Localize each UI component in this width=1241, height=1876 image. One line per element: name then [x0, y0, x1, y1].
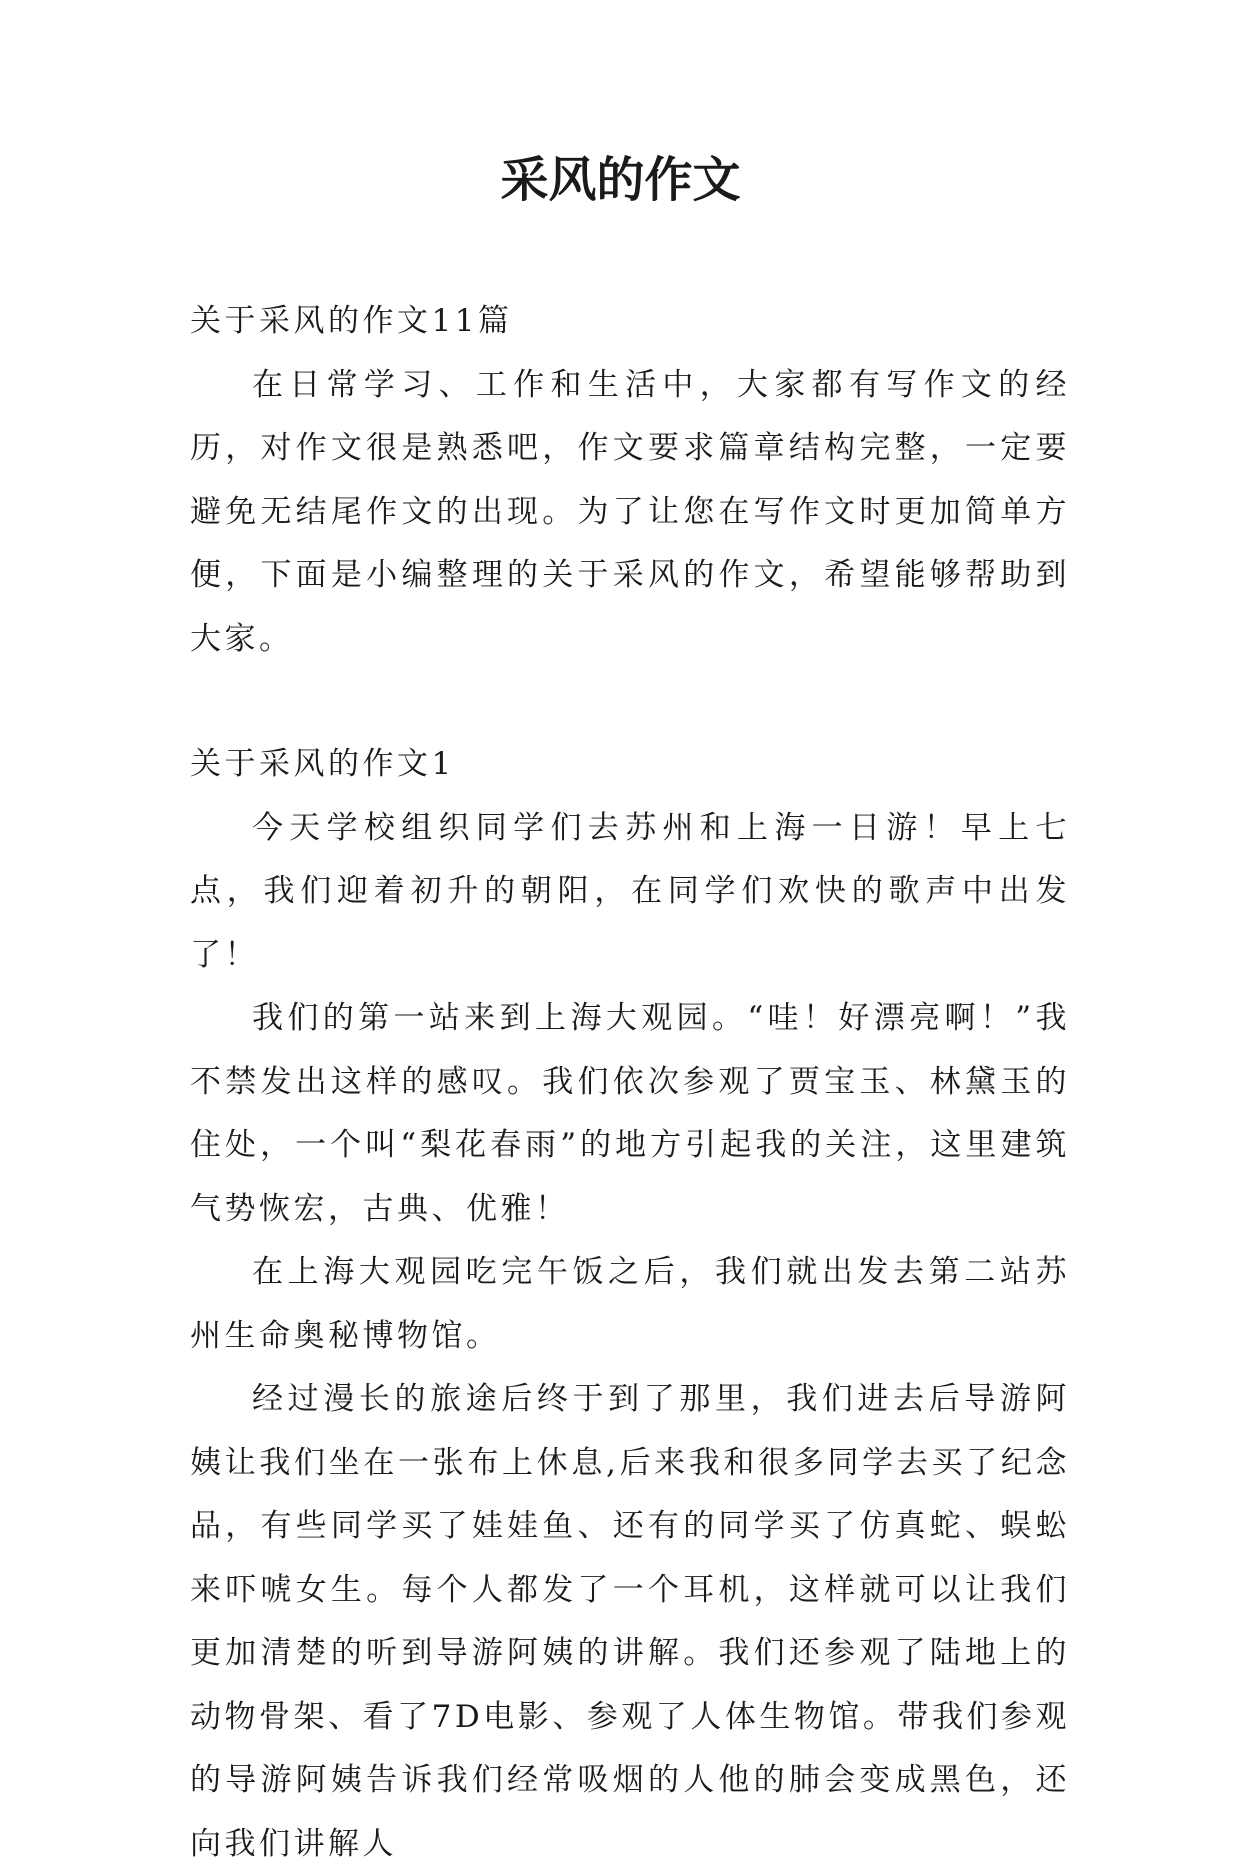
- intro-heading: 关于采风的作文11篇: [190, 303, 513, 339]
- section1-paragraph-3: 在上海大观园吃完午饭之后，我们就出发去第二站苏州生命奥秘博物馆。: [190, 1254, 1070, 1354]
- section-spacer: [190, 671, 1070, 733]
- document-body: [190, 290, 1070, 1876]
- section1-paragraph-1: 今天学校组织同学们去苏州和上海一日游！早上七点，我们迎着初升的朝阳，在同学们欢快的歌声中出发了！: [190, 809, 1070, 973]
- section1-heading: 关于采风的作文1: [190, 746, 455, 782]
- intro-paragraph: 在日常学习、工作和生活中，大家都有写作文的经历，对作文很是熟悉吧，作文要求篇章结构完整，一定要避免无结尾作文的出现。为了让您在写作文时更加简单方便，下面是小编整理的关于采风的作文，希望能够帮助到大家。: [190, 366, 1070, 657]
- section1-paragraph-4: 经过漫长的旅途后终于到了那里，我们进去后导游阿姨让我们坐在一张布上休息,后来我和很多同学去买了纪念品，有些同学买了娃娃鱼、还有的同学买了仿真蛇、蜈蚣来吓唬女生。每个人都发了一个耳机，这样就可以让我们更加清楚的听到导游阿姨的讲解。我们还参观了陆地上的动物骨架、看了7D电影、参观了人体生物馆。带我们参观的导游阿姨告诉我们经常吸烟的人他的肺会变成黑色，还向我们讲解人: [190, 1381, 1070, 1862]
- document-title: 采风的作文: [500, 152, 741, 208]
- section1-paragraph-2: 我们的第一站来到上海大观园。“哇！好漂亮啊！”我不禁发出这样的感叹。我们依次参观了贾宝玉、林黛玉的住处，一个叫“梨花春雨”的地方引起我的关注，这里建筑气势恢宏，古典、优雅！: [190, 1000, 1070, 1227]
